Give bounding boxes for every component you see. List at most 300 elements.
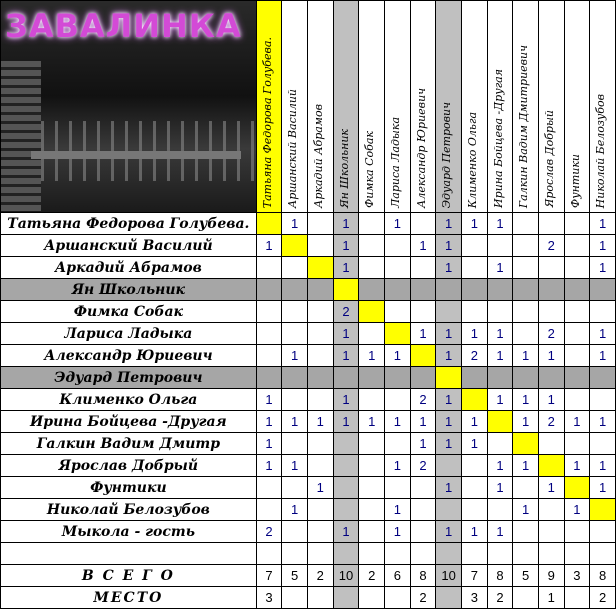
score-cell	[410, 213, 436, 235]
table-row	[1, 543, 616, 565]
score-cell	[359, 235, 385, 257]
place-cell: 2	[590, 587, 616, 609]
total-cell: 2	[307, 565, 333, 587]
score-cell: 1	[385, 345, 411, 367]
score-cell	[333, 455, 359, 477]
score-cell	[385, 433, 411, 455]
score-cell	[487, 411, 513, 433]
score-cell	[385, 323, 411, 345]
score-cell	[436, 455, 462, 477]
score-cell	[487, 301, 513, 323]
score-cell: 2	[410, 389, 436, 411]
score-cell	[333, 543, 359, 565]
column-header-label: Ирина Бойцева -Другая	[491, 69, 505, 208]
score-cell: 1	[538, 345, 564, 367]
place-cell: 2	[487, 587, 513, 609]
score-cell	[282, 477, 308, 499]
score-cell	[462, 301, 488, 323]
place-cell: 3	[462, 587, 488, 609]
score-cell: 1	[462, 323, 488, 345]
score-cell	[487, 499, 513, 521]
column-header-label: Клименко Ольга	[466, 111, 480, 208]
score-cell	[307, 389, 333, 411]
score-cell: 2	[410, 455, 436, 477]
score-cell	[359, 477, 385, 499]
row-name: Лариса Ладыка	[1, 323, 257, 345]
score-cell	[359, 521, 385, 543]
score-cell: 1	[436, 433, 462, 455]
score-cell	[590, 367, 616, 389]
score-cell	[538, 433, 564, 455]
score-cell	[590, 433, 616, 455]
score-cell	[590, 499, 616, 521]
score-cell	[564, 301, 590, 323]
score-cell	[282, 235, 308, 257]
title-logo: ЗАВАЛИНКА	[5, 7, 242, 45]
score-cell: 1	[333, 521, 359, 543]
score-cell: 1	[333, 257, 359, 279]
score-cell: 1	[256, 235, 282, 257]
place-cell	[436, 587, 462, 609]
score-cell: 1	[538, 389, 564, 411]
column-header	[333, 1, 359, 213]
score-cell: 1	[590, 411, 616, 433]
score-cell	[385, 235, 411, 257]
score-cell	[359, 279, 385, 301]
score-cell	[359, 213, 385, 235]
row-name: Аркадий Абрамов	[1, 257, 257, 279]
score-cell	[385, 477, 411, 499]
score-cell	[513, 323, 539, 345]
score-cell	[410, 279, 436, 301]
score-cell: 2	[538, 323, 564, 345]
score-cell: 1	[513, 455, 539, 477]
score-cell: 1	[333, 213, 359, 235]
score-cell	[487, 367, 513, 389]
score-cell: 1	[256, 389, 282, 411]
bench-shape	[31, 151, 241, 159]
score-cell: 1	[436, 521, 462, 543]
row-name: Мыкола - гость	[1, 521, 257, 543]
table-row	[1, 477, 616, 499]
score-cell	[487, 543, 513, 565]
score-cell	[410, 477, 436, 499]
score-cell	[410, 301, 436, 323]
score-cell	[487, 433, 513, 455]
score-cell	[462, 235, 488, 257]
row-name	[1, 543, 257, 565]
score-cell	[359, 323, 385, 345]
score-cell	[436, 279, 462, 301]
score-cell	[564, 521, 590, 543]
score-cell	[333, 477, 359, 499]
table-row	[1, 235, 616, 257]
column-header	[410, 1, 436, 213]
total-cell: 8	[590, 565, 616, 587]
score-cell	[282, 433, 308, 455]
row-name: Фимка Собак	[1, 301, 257, 323]
score-cell	[538, 279, 564, 301]
score-cell	[256, 477, 282, 499]
score-cell	[564, 235, 590, 257]
score-cell	[307, 543, 333, 565]
score-cell: 1	[333, 235, 359, 257]
score-cell: 1	[410, 323, 436, 345]
score-cell: 1	[590, 235, 616, 257]
score-cell	[282, 301, 308, 323]
score-cell: 1	[410, 433, 436, 455]
score-cell	[564, 367, 590, 389]
score-cell	[333, 499, 359, 521]
table-row	[1, 521, 616, 543]
score-cell	[307, 235, 333, 257]
score-cell	[513, 433, 539, 455]
table-row	[1, 323, 616, 345]
score-cell: 2	[538, 411, 564, 433]
score-cell	[487, 235, 513, 257]
score-cell: 1	[436, 411, 462, 433]
score-cell	[590, 389, 616, 411]
total-cell: 8	[410, 565, 436, 587]
place-cell: 3	[256, 587, 282, 609]
column-header	[256, 1, 282, 213]
score-cell: 1	[590, 213, 616, 235]
score-cell	[487, 279, 513, 301]
score-cell: 1	[513, 499, 539, 521]
score-cell: 1	[359, 411, 385, 433]
score-cell: 1	[385, 499, 411, 521]
total-cell: 5	[282, 565, 308, 587]
score-cell	[359, 455, 385, 477]
score-cell	[256, 499, 282, 521]
score-cell	[513, 367, 539, 389]
score-cell	[564, 477, 590, 499]
table-row	[1, 433, 616, 455]
score-cell: 1	[256, 455, 282, 477]
score-cell: 1	[256, 411, 282, 433]
score-cell	[359, 301, 385, 323]
place-cell	[564, 587, 590, 609]
score-cell: 1	[307, 477, 333, 499]
score-cell	[282, 389, 308, 411]
score-cell: 1	[385, 455, 411, 477]
score-cell: 1	[487, 521, 513, 543]
place-cell	[282, 587, 308, 609]
score-cell	[538, 257, 564, 279]
score-cell	[538, 367, 564, 389]
score-cell	[564, 389, 590, 411]
score-cell	[410, 543, 436, 565]
total-cell: 3	[564, 565, 590, 587]
score-cell	[333, 367, 359, 389]
score-cell	[359, 257, 385, 279]
title-banner	[1, 1, 257, 213]
column-header-label: Лариса Ладыка	[389, 117, 403, 208]
score-cell: 2	[256, 521, 282, 543]
score-cell	[307, 257, 333, 279]
place-cell: 1	[538, 587, 564, 609]
table-row	[1, 213, 616, 235]
row-name: Аршанский Василий	[1, 235, 257, 257]
score-cell: 2	[462, 345, 488, 367]
column-header-label: Александр Юриевич	[414, 88, 428, 208]
score-cell	[256, 367, 282, 389]
score-cell: 1	[590, 477, 616, 499]
total-cell: 10	[333, 565, 359, 587]
totals-row	[1, 565, 616, 587]
score-cell: 1	[333, 411, 359, 433]
score-cell: 1	[436, 345, 462, 367]
score-cell: 1	[462, 213, 488, 235]
column-header-label: Ярослав Добрый	[542, 110, 556, 208]
score-cell	[436, 543, 462, 565]
score-cell	[538, 521, 564, 543]
score-cell	[462, 543, 488, 565]
column-header-label: Аркадий Абрамов	[311, 104, 325, 208]
score-cell	[385, 257, 411, 279]
score-cell: 1	[307, 411, 333, 433]
total-cell: 7	[256, 565, 282, 587]
column-header-label: Аршанский Василий	[286, 88, 300, 208]
score-cell	[256, 279, 282, 301]
score-cell	[256, 323, 282, 345]
column-header	[564, 1, 590, 213]
score-cell	[385, 367, 411, 389]
place-cell	[307, 587, 333, 609]
score-cell	[307, 279, 333, 301]
total-cell: 6	[385, 565, 411, 587]
row-name: Николай Белозубов	[1, 499, 257, 521]
score-cell	[462, 455, 488, 477]
score-cell	[564, 257, 590, 279]
score-cell: 1	[462, 521, 488, 543]
score-cell: 1	[436, 323, 462, 345]
score-cell	[538, 301, 564, 323]
score-cell: 1	[513, 389, 539, 411]
score-cell	[410, 257, 436, 279]
score-cell	[256, 257, 282, 279]
score-cell: 1	[487, 477, 513, 499]
row-name: Татьяна Федорова Голубева.	[1, 213, 257, 235]
score-cell: 1	[436, 213, 462, 235]
score-cell	[513, 213, 539, 235]
score-cell	[538, 543, 564, 565]
score-cell	[256, 543, 282, 565]
score-cell	[436, 301, 462, 323]
score-cell	[256, 301, 282, 323]
score-cell: 1	[590, 455, 616, 477]
score-cell	[282, 279, 308, 301]
score-cell: 1	[282, 345, 308, 367]
score-cell: 1	[436, 477, 462, 499]
column-header	[462, 1, 488, 213]
score-cell	[462, 279, 488, 301]
total-cell: 8	[487, 565, 513, 587]
place-cell: 2	[410, 587, 436, 609]
score-cell	[359, 389, 385, 411]
places-row	[1, 587, 616, 609]
score-cell	[410, 521, 436, 543]
score-cell: 1	[333, 345, 359, 367]
row-name: Александр Юриевич	[1, 345, 257, 367]
score-cell: 1	[333, 389, 359, 411]
score-cell	[307, 455, 333, 477]
row-name: Эдуард Петрович	[1, 367, 257, 389]
score-cell	[359, 543, 385, 565]
score-cell	[590, 521, 616, 543]
score-cell	[385, 301, 411, 323]
score-cell	[462, 477, 488, 499]
score-cell: 1	[487, 389, 513, 411]
score-cell	[513, 543, 539, 565]
score-cell	[256, 345, 282, 367]
row-name: Клименко Ольга	[1, 389, 257, 411]
score-cell: 1	[538, 477, 564, 499]
column-header	[385, 1, 411, 213]
score-cell	[307, 213, 333, 235]
score-cell	[282, 323, 308, 345]
total-cell: 2	[359, 565, 385, 587]
score-cell	[436, 499, 462, 521]
places-label: МЕСТО	[1, 587, 257, 609]
score-cell: 1	[590, 323, 616, 345]
score-cell	[359, 367, 385, 389]
score-cell	[307, 323, 333, 345]
column-header	[590, 1, 616, 213]
table-row	[1, 345, 616, 367]
score-cell: 1	[282, 411, 308, 433]
score-cell: 1	[487, 345, 513, 367]
table-row	[1, 279, 616, 301]
score-cell: 1	[564, 499, 590, 521]
place-cell	[513, 587, 539, 609]
score-cell: 1	[359, 345, 385, 367]
column-header-label: Фунтики	[568, 154, 582, 208]
score-cell: 1	[590, 257, 616, 279]
row-name: Фунтики	[1, 477, 257, 499]
score-cell: 1	[487, 213, 513, 235]
score-cell	[513, 257, 539, 279]
row-name: Ян Школьник	[1, 279, 257, 301]
score-cell	[564, 323, 590, 345]
score-cell: 1	[462, 433, 488, 455]
score-cell	[307, 499, 333, 521]
totals-label: В С Е Г О	[1, 565, 257, 587]
score-cell	[359, 499, 385, 521]
score-cell	[282, 521, 308, 543]
score-cell	[410, 345, 436, 367]
score-cell	[307, 521, 333, 543]
score-cell: 1	[282, 499, 308, 521]
table-row	[1, 411, 616, 433]
score-cell	[307, 367, 333, 389]
score-cell	[513, 235, 539, 257]
total-cell: 7	[462, 565, 488, 587]
score-cell	[385, 543, 411, 565]
score-cell	[462, 499, 488, 521]
column-header-label: Татьяна Федорова Голубева.	[260, 36, 274, 208]
score-cell: 1	[564, 411, 590, 433]
score-cell	[385, 389, 411, 411]
score-cell: 1	[282, 455, 308, 477]
total-cell: 5	[513, 565, 539, 587]
score-cell	[513, 477, 539, 499]
place-cell	[385, 587, 411, 609]
score-cell	[282, 543, 308, 565]
score-cell	[410, 499, 436, 521]
total-cell: 10	[436, 565, 462, 587]
score-cell: 1	[410, 411, 436, 433]
score-cell	[359, 433, 385, 455]
score-cell	[564, 345, 590, 367]
column-header	[487, 1, 513, 213]
score-cell: 1	[385, 521, 411, 543]
score-cell	[538, 499, 564, 521]
score-cell	[564, 279, 590, 301]
column-header	[282, 1, 308, 213]
score-cell	[307, 433, 333, 455]
score-cell	[307, 345, 333, 367]
score-cell: 1	[256, 433, 282, 455]
score-cell	[282, 257, 308, 279]
table-row	[1, 499, 616, 521]
score-cell: 1	[564, 455, 590, 477]
score-cell	[564, 213, 590, 235]
column-header	[307, 1, 333, 213]
row-name: Ярослав Добрый	[1, 455, 257, 477]
column-header	[513, 1, 539, 213]
column-header-label: Фимка Собак	[363, 131, 377, 208]
table-row	[1, 389, 616, 411]
score-cell	[333, 433, 359, 455]
score-cell	[462, 257, 488, 279]
score-cell	[590, 279, 616, 301]
score-cell	[307, 301, 333, 323]
table-row	[1, 257, 616, 279]
score-cell: 1	[436, 235, 462, 257]
place-cell	[359, 587, 385, 609]
score-cell	[513, 301, 539, 323]
score-cell	[538, 455, 564, 477]
column-header-label: Николай Белозубов	[594, 93, 608, 208]
table-row	[1, 367, 616, 389]
score-cell	[590, 301, 616, 323]
score-cell	[564, 543, 590, 565]
score-cell	[256, 213, 282, 235]
score-cell: 1	[462, 411, 488, 433]
score-cell: 1	[436, 257, 462, 279]
score-cell	[590, 543, 616, 565]
score-cell: 1	[436, 389, 462, 411]
row-name: Ирина Бойцева -Другая	[1, 411, 257, 433]
place-cell	[333, 587, 359, 609]
score-cell: 1	[282, 213, 308, 235]
row-name: Галкин Вадим Дмитр	[1, 433, 257, 455]
table-row	[1, 301, 616, 323]
score-cell: 1	[513, 411, 539, 433]
score-cell	[282, 367, 308, 389]
column-header-label: Эдуард Петрович	[440, 101, 454, 208]
score-cell: 2	[538, 235, 564, 257]
score-cell: 1	[410, 235, 436, 257]
column-header	[436, 1, 462, 213]
score-cell	[513, 279, 539, 301]
column-header-label: Галкин Вадим Дмитриевич	[517, 44, 531, 208]
table-row	[1, 455, 616, 477]
score-cell	[462, 367, 488, 389]
score-cell	[513, 521, 539, 543]
score-cell: 1	[333, 323, 359, 345]
